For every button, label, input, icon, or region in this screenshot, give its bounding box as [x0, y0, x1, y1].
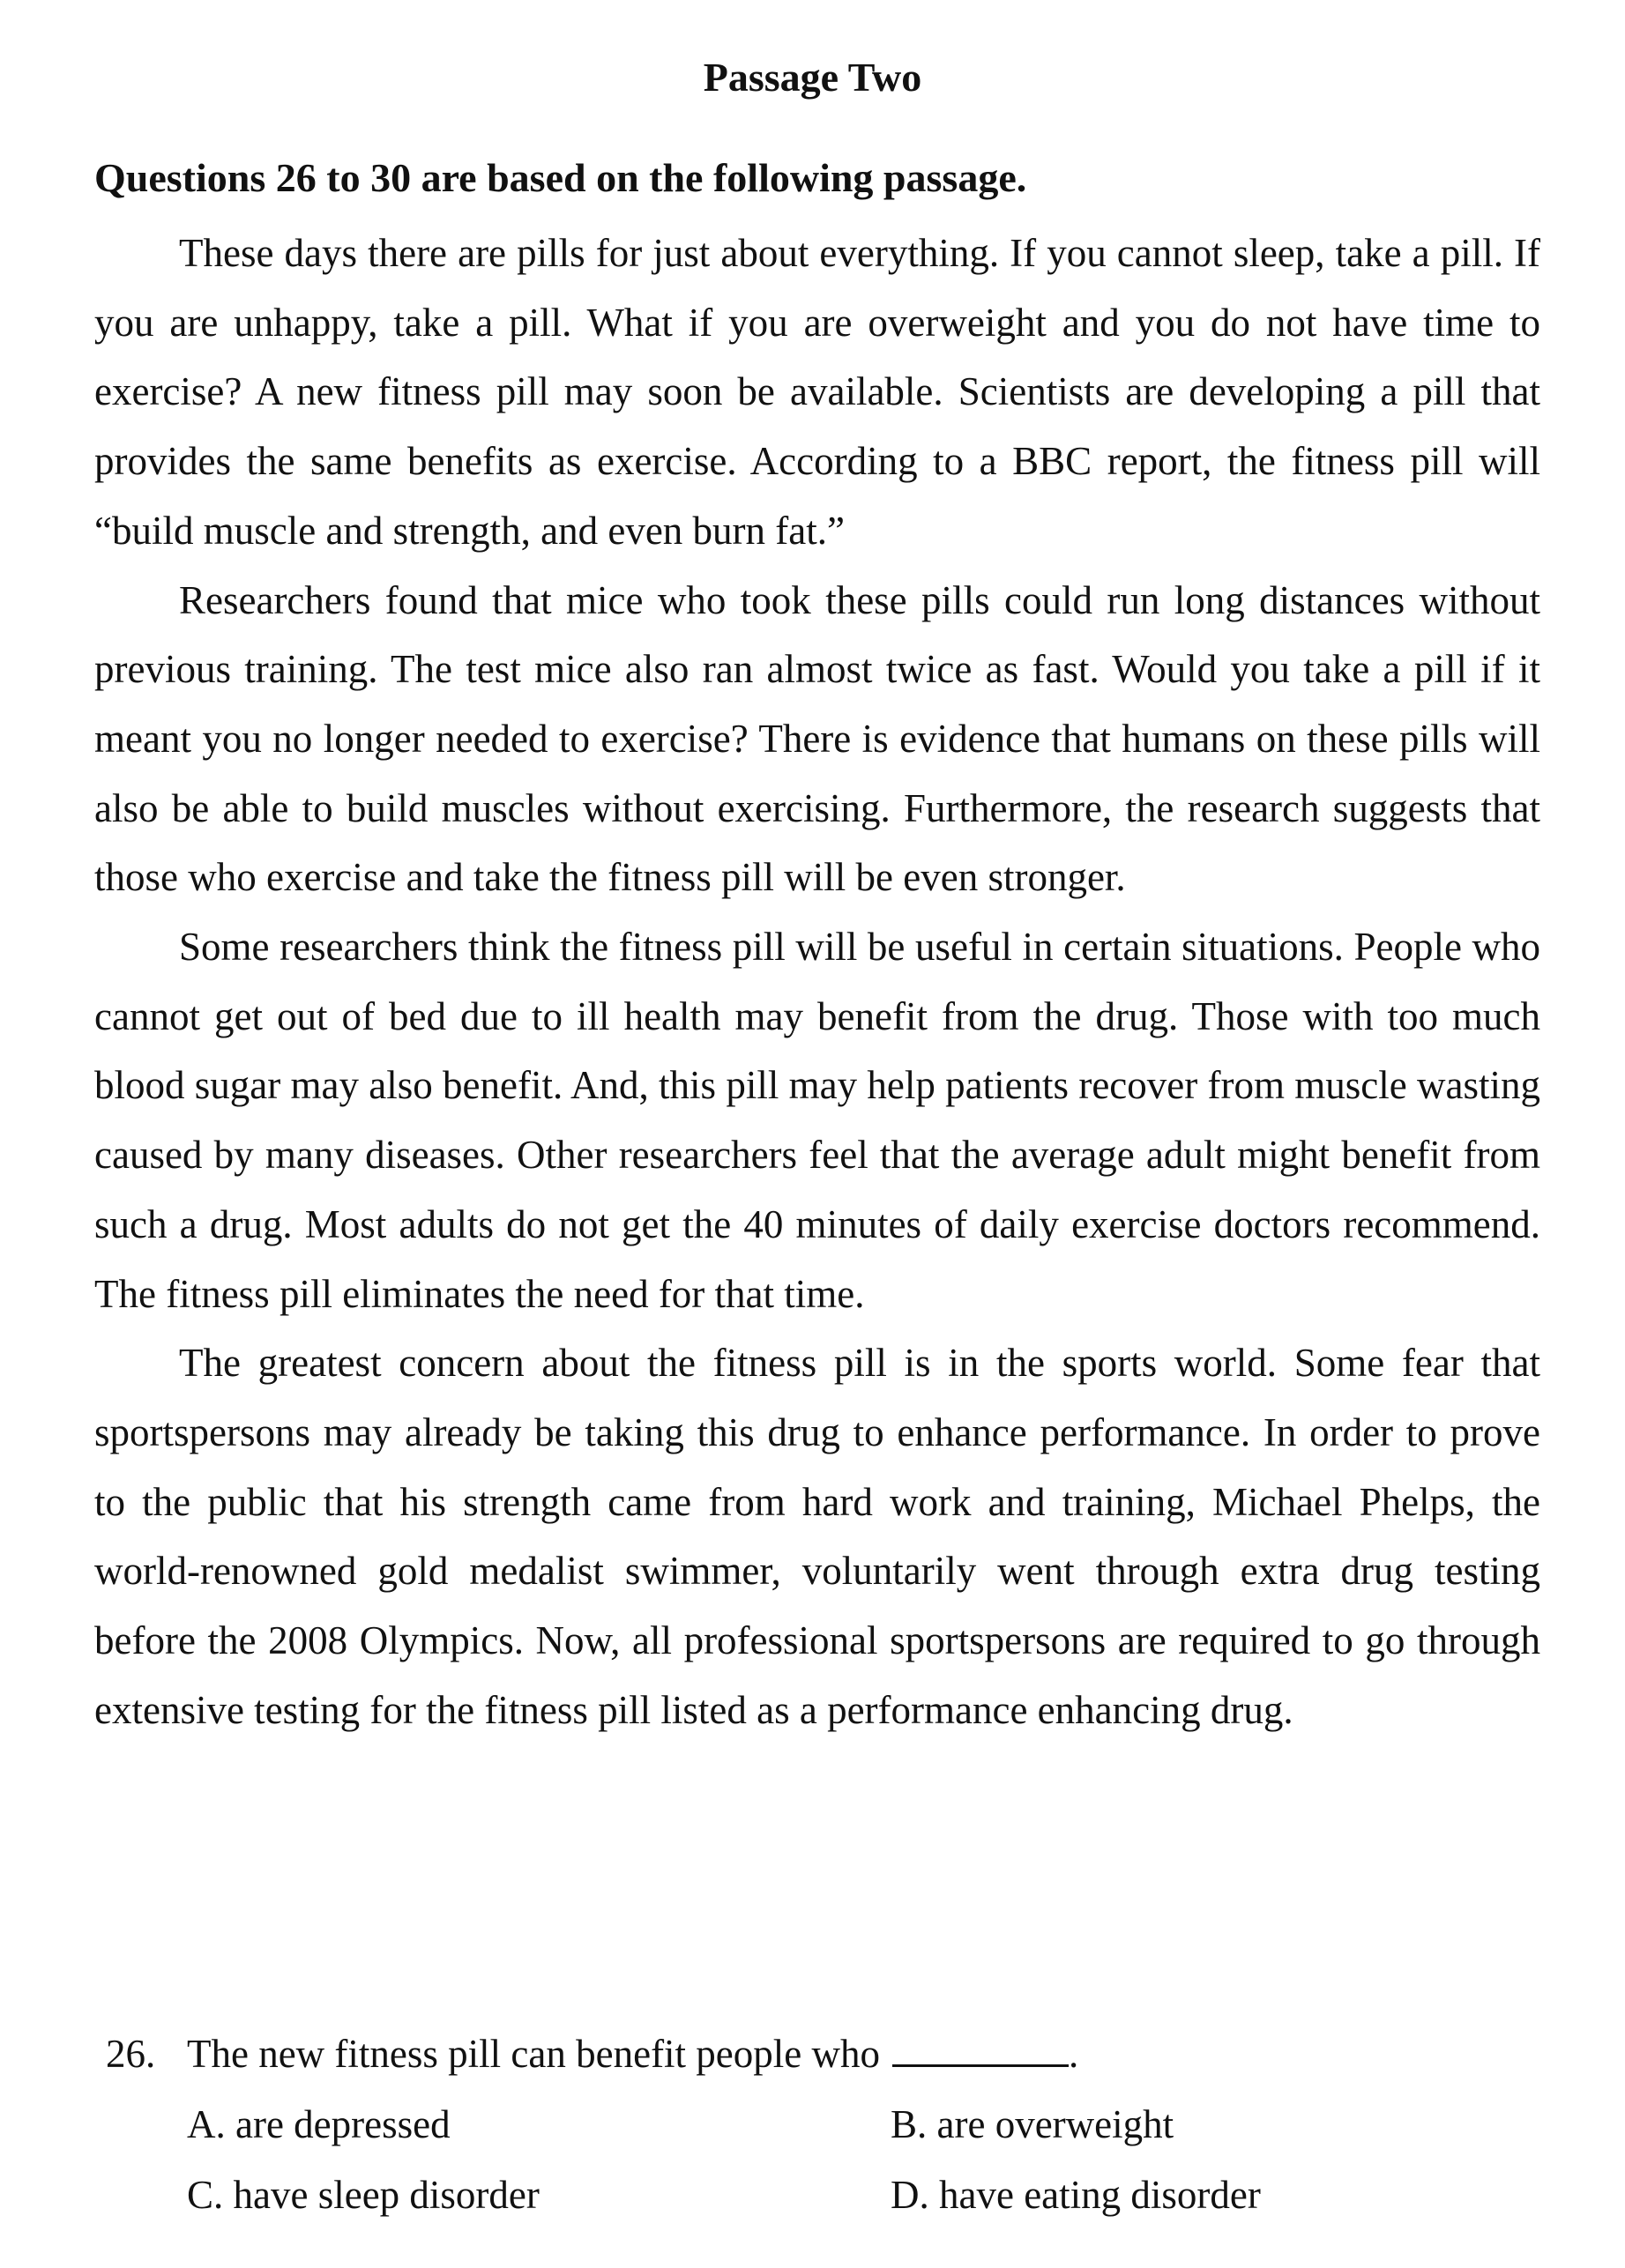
question-stem-text: The new fitness pill can benefit people who: [187, 2032, 881, 2076]
passage-body: [94, 219, 1540, 1744]
question-stem-end: .: [1069, 2032, 1079, 2076]
options-row-1: [106, 2089, 1552, 2160]
question-number: 26.: [106, 2032, 156, 2076]
option-b: B. are overweight: [891, 2102, 1174, 2146]
passage-paragraph-3: Some researchers think the fitness pill will be useful in certain situations. People who cannot get out of bed due to ill health may benefit from the drug. Those with too much blood sugar may also benefit. And, this pill may help patients recover from muscle wasting caused by many diseases. Other researchers feel that the average adult might benefit from such a drug. Most adults do not get the 40 minutes of daily exercise doctors recommend. The fitness pill eliminates the need for that time.: [94, 925, 1540, 1316]
option-d: D. have eating disorder: [891, 2173, 1261, 2217]
option-a: A. are depressed: [187, 2102, 451, 2146]
options-row-2: [106, 2160, 1552, 2230]
question-stem: [106, 2019, 1552, 2089]
question-26: [106, 2019, 1552, 2230]
passage-title: Passage Two: [703, 55, 922, 100]
answer-blank: [892, 2034, 1069, 2067]
passage-paragraph-4: The greatest concern about the fitness pill is in the sports world. Some fear that sportspersons may already be taking this drug to enhance performance. In order to prove to the public that his strength came from hard work and training, Michael Phelps, the world-renowned gold medalist swimmer, voluntarily went through extra drug testing before the 2008 Olympics. Now, all professional sportspersons are required to go through extensive testing for the fitness pill listed as a performance enhancing drug.: [94, 1341, 1540, 1732]
option-c: C. have sleep disorder: [187, 2173, 540, 2217]
passage-paragraph-1: These days there are pills for just about everything. If you cannot sleep, take a pill. If you are unhappy, take a pill. What if you are overweight and you do not have time to exercise? A new fitness pill may soon be available. Scientists are developing a pill that provides the same benefits as exercise. According to a BBC report, the fitness pill will “build muscle and strength, and even burn fat.”: [94, 231, 1540, 553]
passage-paragraph-2: Researchers found that mice who took these pills could run long distances without previous training. The test mice also ran almost twice as fast. Would you take a pill if it meant you no longer needed to exercise? There is evidence that humans on these pills will also be able to build muscles without exercising. Furthermore, the research suggests that those who exercise and take the fitness pill will be even stronger.: [94, 577, 1540, 900]
instruction-text: Questions 26 to 30 are based on the following passage.: [94, 155, 1027, 200]
